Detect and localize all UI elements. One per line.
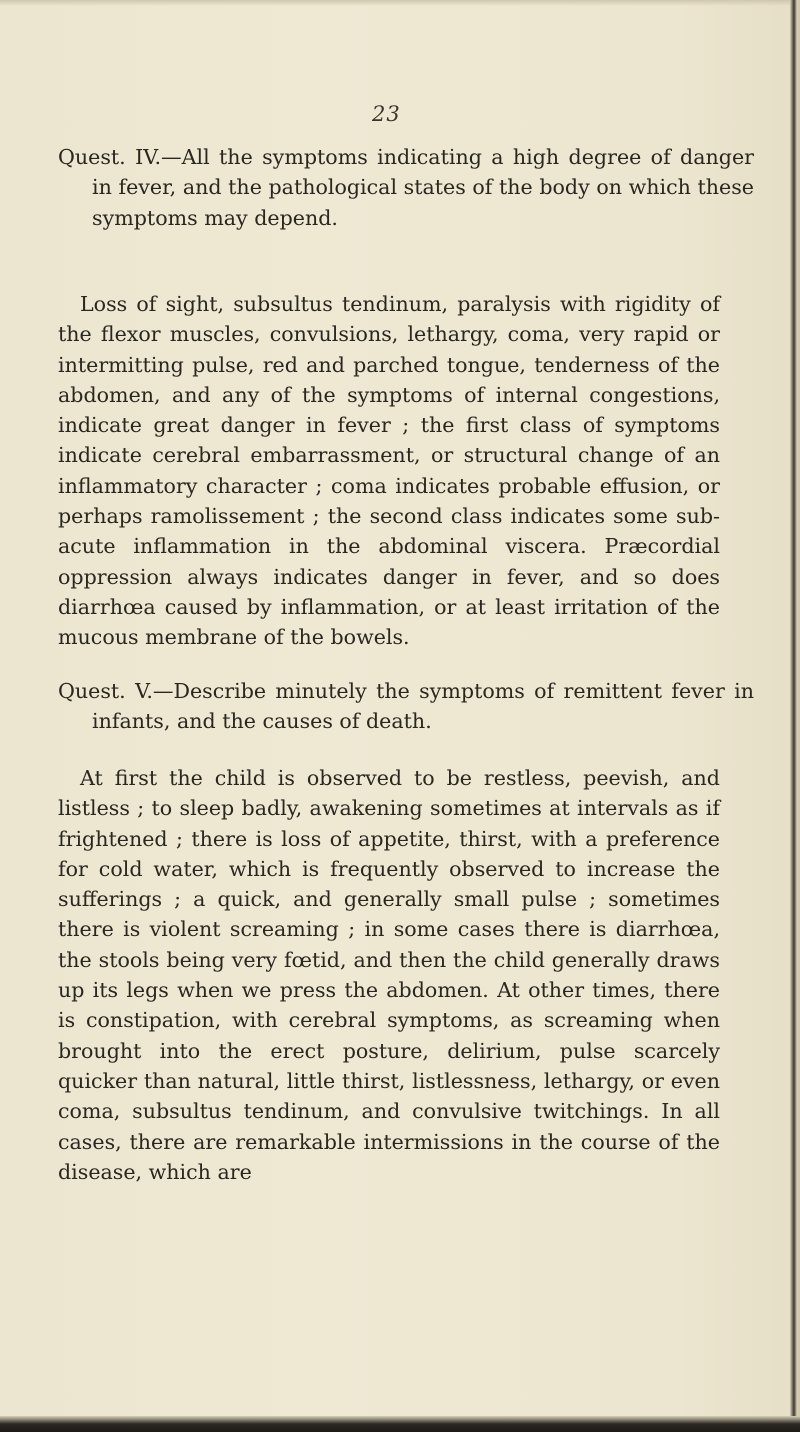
answer-5 (58, 763, 720, 1187)
page-top-shadow (0, 0, 800, 6)
answer-4-text: Loss of sight, subsultus tendinum, paralysis with rigidity of the flexor muscles, convulsions, lethargy, coma, very rapid or intermitting pulse, red and parched tongue, tenderness of the abdomen, and any of the symptoms of internal congestions, indicate great danger in fever ; the first class of symptoms indicate cerebral embarrassment, or structural change of an inflammatory character ; coma indicates probable effusion, or perhaps ramolissement ; the second class indicates some sub-acute inflammation in the abdominal viscera. Præcordial oppression always indicates danger in fever, and so does diarrhœa caused by inflammation, or at least irritation of the mucous membrane of the bowels. (58, 292, 720, 650)
question-4-text: Quest. IV.—All the symptoms indicating a high degree of danger in fever, and the pathological states of the body on which these symptoms may depend. (58, 145, 754, 230)
question-4 (58, 142, 754, 233)
answer-4 (58, 289, 720, 653)
page-right-edge (790, 0, 800, 1432)
page-bottom-edge (0, 1416, 800, 1432)
answer-5-text: At first the child is observed to be restless, peevish, and listless ; to sleep badly, awakening sometimes at intervals as if frightened ; there is loss of appetite, thirst, with a preference for cold water, which is frequently observed to increase the sufferings ; a quick, and generally small pulse ; sometimes there is violent screaming ; in some cases there is diarrhœa, the stools being very fœtid, and then the child generally draws up its legs when we press the abdomen. At other times, there is constipation, with cerebral symptoms, as screaming when brought into the erect posture, delirium, pulse scarcely quicker than natural, little thirst, listlessness, lethargy, or even coma, subsultus tendinum, and convulsive twitchings. In all cases, there are remarkable intermissions in the course of the disease, which are (58, 766, 720, 1184)
question-5-text: Quest. V.—Describe minutely the symptoms of remittent fever in infants, and the causes of death. (58, 679, 754, 734)
page-number: 23 (372, 102, 401, 126)
question-5 (58, 676, 754, 737)
